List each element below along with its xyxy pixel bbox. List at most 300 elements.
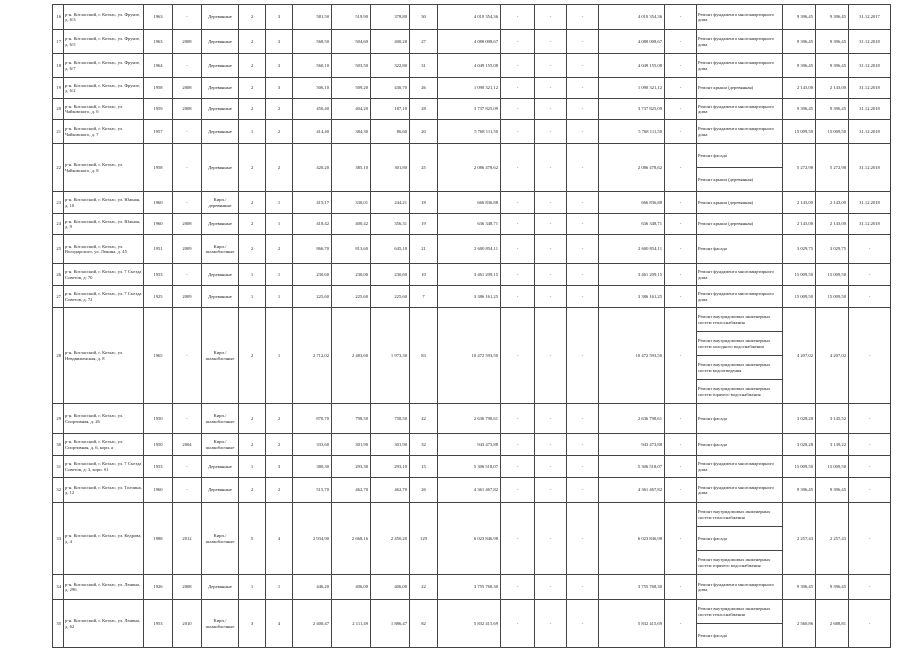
reconstruction-year: - <box>173 5 202 30</box>
table-row <box>53 478 891 503</box>
max-unit-cost: 2 143,00 <box>816 214 849 235</box>
repair-work-type: Ремонт фундамента многоквартирного дома <box>697 120 783 144</box>
entrances-count: 2 <box>266 478 293 503</box>
reconstruction-year: 2008 <box>173 99 202 120</box>
document-sheet <box>52 4 880 648</box>
funding-2: - <box>535 30 567 54</box>
total-cost: 3 461 209,15 <box>438 264 501 286</box>
total-cost: 5 768 111,50 <box>438 120 501 144</box>
total-cost: 943 473,88 <box>438 434 501 456</box>
funding-3: - <box>567 192 599 214</box>
total-area: 866,70 <box>293 235 332 264</box>
total-area: 418,42 <box>293 214 332 235</box>
house-address: р-н. Котласский, г. Котлас, ул. Невдвиженская, д. 8 <box>64 308 144 404</box>
planned-date: - <box>849 456 891 478</box>
funding-1: - <box>501 144 535 192</box>
funding-1: - <box>501 214 535 235</box>
entrances-count: 2 <box>266 404 293 434</box>
total-area: 450,40 <box>293 99 332 120</box>
residents-count: 32 <box>410 434 438 456</box>
funding-1: - <box>501 503 535 575</box>
build-year: 1926 <box>144 575 173 600</box>
residential-area: 230,60 <box>371 264 410 286</box>
funding-2: - <box>535 308 567 404</box>
table-row <box>53 78 891 99</box>
reconstruction-year: 2008 <box>173 214 202 235</box>
residential-area: 400,20 <box>371 30 410 54</box>
funding-3: - <box>567 78 599 99</box>
max-unit-cost: 9 396,45 <box>816 30 849 54</box>
funding-1: - <box>501 264 535 286</box>
funding-3: - <box>567 235 599 264</box>
planned-date: - <box>849 308 891 404</box>
house-address: р-н. Котласский, г. Котлас, ул. Кедрова, д. 4 <box>64 503 144 575</box>
owner-funds: 3 386 161,25 <box>599 286 665 308</box>
residents-count: 129 <box>410 503 438 575</box>
funding-2: - <box>535 286 567 308</box>
max-unit-cost: 15 009,50 <box>816 264 849 286</box>
planned-date: 31.12.2018 <box>849 54 891 78</box>
build-year: 1957 <box>144 120 173 144</box>
entrances-count: 1 <box>266 575 293 600</box>
planned-date: - <box>849 503 891 575</box>
unit-cost: 9 396,45 <box>783 575 816 600</box>
capital-repair-table <box>52 4 891 648</box>
unit-cost: 2 143,00 <box>783 78 816 99</box>
table-row <box>53 503 891 527</box>
repair-work-type: Ремонт фундамента многоквартирного дома <box>697 456 783 478</box>
repair-work-type: Ремонт крыши (деревянная) <box>697 214 783 235</box>
planned-date: - <box>849 264 891 286</box>
reconstruction-year: - <box>173 308 202 404</box>
max-unit-cost: 5 272,98 <box>816 144 849 192</box>
table-row <box>53 434 891 456</box>
max-unit-cost: 15 009,50 <box>816 456 849 478</box>
funding-3: - <box>567 99 599 120</box>
entrances-count: 1 <box>266 192 293 214</box>
house-address: р-н. Котласский, г. Котлас, ул. Ленина, д. 296 <box>64 575 144 600</box>
max-unit-cost: 9 396,45 <box>816 575 849 600</box>
funding-3: - <box>567 5 599 30</box>
total-area: 420,20 <box>293 144 332 192</box>
funding-2: - <box>535 54 567 78</box>
living-area: 503,50 <box>332 54 371 78</box>
house-address: р-н. Котласский, г. Котлас, ул. Южная, д. 9 <box>64 214 144 235</box>
funding-1: - <box>501 54 535 78</box>
repair-work-type: Ремонт внутридомовых инженерных систем горячего водоснабжения <box>697 380 783 404</box>
total-area: 446,20 <box>293 575 332 600</box>
reconstruction-year: 2008 <box>173 78 202 99</box>
funding-3: - <box>567 308 599 404</box>
reconstruction-year: - <box>173 478 202 503</box>
funding-5: - <box>665 264 697 286</box>
owner-funds: 4 361 467,82 <box>599 478 665 503</box>
living-area: 504,60 <box>332 30 371 54</box>
owner-funds: 943 473,88 <box>599 434 665 456</box>
owner-funds: 5 306 518,07 <box>599 456 665 478</box>
wall-material: Деревянные <box>202 286 239 308</box>
wall-material: Кирп./шлакоблочные <box>202 235 239 264</box>
total-cost: 4 049 155,08 <box>438 54 501 78</box>
funding-3: - <box>567 120 599 144</box>
entrances-count: 4 <box>266 600 293 648</box>
house-address: р-н. Котласский, г. Котлас, ул. Володарского, ул. Ленина, д. 45 <box>64 235 144 264</box>
row-number: 24 <box>53 214 64 235</box>
unit-cost: 5 272,98 <box>783 144 816 192</box>
reconstruction-year: 2010 <box>173 600 202 648</box>
wall-material: Деревянные <box>202 99 239 120</box>
owner-funds: 3 755 768,30 <box>599 575 665 600</box>
house-address: р-н. Котласский, г. Котлас, ул. Фрунзе, д. 6/3 <box>64 5 144 30</box>
row-number: 22 <box>53 144 64 192</box>
owner-funds: 1 090 321,12 <box>599 78 665 99</box>
funding-1: - <box>501 404 535 434</box>
planned-date: - <box>849 600 891 648</box>
total-area: 581,50 <box>293 5 332 30</box>
living-area: 406,00 <box>332 575 371 600</box>
build-year: 1959 <box>144 99 173 120</box>
total-cost: 2 086 478,62 <box>438 144 501 192</box>
funding-2: - <box>535 600 567 648</box>
floors-count: 1 <box>239 264 266 286</box>
table-row <box>53 575 891 600</box>
planned-date: 31.12.2018 <box>849 144 891 192</box>
reconstruction-year: 2012 <box>173 503 202 575</box>
build-year: 1965 <box>144 308 173 404</box>
repair-work-type: Ремонт фасада <box>697 624 783 648</box>
residents-count: 7 <box>410 286 438 308</box>
residents-count: 20 <box>410 120 438 144</box>
total-area: 2 400,47 <box>293 600 332 648</box>
max-unit-cost: 2 143,00 <box>816 78 849 99</box>
total-area: 2 712,02 <box>293 308 332 404</box>
wall-material: Деревянные <box>202 456 239 478</box>
max-unit-cost: 3 029,75 <box>816 235 849 264</box>
row-number: 31 <box>53 456 64 478</box>
funding-3: - <box>567 54 599 78</box>
unit-cost: 2 560,86 <box>783 600 816 648</box>
repair-work-type: Ремонт крыши (деревянная) <box>697 192 783 214</box>
funding-5: - <box>665 5 697 30</box>
max-unit-cost: 9 396,45 <box>816 54 849 78</box>
repair-work-type: Ремонт фундамента многоквартирного дома <box>697 54 783 78</box>
reconstruction-year: - <box>173 54 202 78</box>
wall-material: Деревянные <box>202 54 239 78</box>
wall-material: Кирп./деревянные <box>202 192 239 214</box>
max-unit-cost: 9 396,45 <box>816 5 849 30</box>
reconstruction-year: - <box>173 192 202 214</box>
repair-work-type: Ремонт внутридомовых инженерных систем теплоснабжения <box>697 308 783 332</box>
funding-3: - <box>567 456 599 478</box>
row-number: 33 <box>53 503 64 575</box>
owner-funds: 4 080 008,67 <box>599 30 665 54</box>
residential-area: 356,31 <box>371 214 410 235</box>
unit-cost: 2 257,43 <box>783 503 816 575</box>
repair-work-type: Ремонт внутридомовых инженерных систем водоотведения <box>697 356 783 380</box>
row-number: 21 <box>53 120 64 144</box>
table-row <box>53 144 891 168</box>
repair-work-type: Ремонт фундамента многоквартирного дома <box>697 575 783 600</box>
reconstruction-year: 2004 <box>173 434 202 456</box>
funding-1: - <box>501 308 535 404</box>
build-year: 1988 <box>144 503 173 575</box>
owner-funds: 5 768 111,50 <box>599 120 665 144</box>
max-unit-cost: 9 396,45 <box>816 478 849 503</box>
residential-area: 1 886,47 <box>371 600 410 648</box>
owner-funds: 3 461 209,15 <box>599 264 665 286</box>
total-cost: 5 306 518,07 <box>438 456 501 478</box>
total-cost: 3 737 825,09 <box>438 99 501 120</box>
table-row <box>53 235 891 264</box>
max-unit-cost: 4 207,02 <box>816 308 849 404</box>
build-year: 1950 <box>144 434 173 456</box>
unit-cost: 15 009,50 <box>783 120 816 144</box>
living-area: 798,50 <box>332 404 371 434</box>
repair-work-type: Ремонт крыши (деревянная) <box>697 78 783 99</box>
residential-area: 244,21 <box>371 192 410 214</box>
residents-count: 83 <box>410 308 438 404</box>
funding-3: - <box>567 144 599 192</box>
planned-date: 31.12.2018 <box>849 120 891 144</box>
row-number: 27 <box>53 286 64 308</box>
house-address: р-н. Котласский, г. Котлас, ул. Чайковского, д. 6 <box>64 99 144 120</box>
residential-area: 406,00 <box>371 575 410 600</box>
row-number: 16 <box>53 5 64 30</box>
funding-2: - <box>535 456 567 478</box>
funding-5: - <box>665 308 697 404</box>
living-area: 225,60 <box>332 286 371 308</box>
wall-material: Деревянные <box>202 30 239 54</box>
funding-2: - <box>535 235 567 264</box>
residential-area: 2 450,20 <box>371 503 410 575</box>
repair-work-type: Ремонт фундамента многоквартирного дома <box>697 478 783 503</box>
row-number: 18 <box>53 54 64 78</box>
table-row <box>53 54 891 78</box>
funding-5: - <box>665 456 697 478</box>
total-cost: 10 472 593,50 <box>438 308 501 404</box>
house-address: р-н. Котласский, г. Котлас, ул. 7 Съезда Советов, д. 3, корп. б1 <box>64 456 144 478</box>
reconstruction-year: - <box>173 404 202 434</box>
residential-area: 645,10 <box>371 235 410 264</box>
funding-1: - <box>501 478 535 503</box>
planned-date: 31.12.2018 <box>849 214 891 235</box>
build-year: 1953 <box>144 600 173 648</box>
funding-3: - <box>567 434 599 456</box>
funding-2: - <box>535 78 567 99</box>
living-area: 293,30 <box>332 456 371 478</box>
unit-cost: 9 396,45 <box>783 30 816 54</box>
row-number: 26 <box>53 264 64 286</box>
funding-1: - <box>501 5 535 30</box>
entrances-count: 2 <box>266 144 293 192</box>
funding-2: - <box>535 404 567 434</box>
total-area: 2 934,90 <box>293 503 332 575</box>
floors-count: 2 <box>239 478 266 503</box>
planned-date: - <box>849 404 891 434</box>
living-area: 509,20 <box>332 78 371 99</box>
funding-1: - <box>501 192 535 214</box>
total-cost: 4 080 008,67 <box>438 30 501 54</box>
funding-1: - <box>501 235 535 264</box>
entrances-count: 2 <box>266 99 293 120</box>
row-number: 23 <box>53 192 64 214</box>
living-area: 2 483,60 <box>332 308 371 404</box>
house-address: р-н. Котласский, г. Котлас, ул. Толчина, д. 12 <box>64 478 144 503</box>
total-area: 560,10 <box>293 54 332 78</box>
reconstruction-year: 2009 <box>173 286 202 308</box>
funding-2: - <box>535 503 567 575</box>
repair-work-type: Ремонт фундамента многоквартирного дома <box>697 30 783 54</box>
living-area: 400,42 <box>332 214 371 235</box>
house-address: р-н. Котласский, г. Котлас, ул. Фрунзе, д. 6/2 <box>64 78 144 99</box>
owner-funds: 2 600 854,11 <box>599 235 665 264</box>
funding-2: - <box>535 192 567 214</box>
entrances-count: 4 <box>266 503 293 575</box>
build-year: 1964 <box>144 54 173 78</box>
reconstruction-year: 2008 <box>173 575 202 600</box>
total-area: 415,17 <box>293 192 332 214</box>
build-year: 1951 <box>144 235 173 264</box>
planned-date: 31.12.2018 <box>849 99 891 120</box>
floors-count: 1 <box>239 286 266 308</box>
wall-material: Деревянные <box>202 5 239 30</box>
residents-count: 18 <box>410 192 438 214</box>
wall-material: Деревянные <box>202 120 239 144</box>
wall-material: Кирп./шлакоблочные <box>202 404 239 434</box>
owner-funds: 4 049 155,08 <box>599 54 665 78</box>
build-year: 1960 <box>144 214 173 235</box>
residential-area: 225,60 <box>371 286 410 308</box>
entrances-count: 2 <box>266 120 293 144</box>
table-row <box>53 308 891 332</box>
owner-funds: 4 010 354,36 <box>599 5 665 30</box>
living-area: 404,20 <box>332 99 371 120</box>
total-cost: 4 010 354,36 <box>438 5 501 30</box>
reconstruction-year: - <box>173 144 202 192</box>
wall-material: Деревянные <box>202 264 239 286</box>
repair-work-type: Ремонт крыши (деревянная) <box>697 168 783 192</box>
reconstruction-year: 2009 <box>173 235 202 264</box>
max-unit-cost: 2 143,00 <box>816 192 849 214</box>
repair-work-type: Ремонт внутридомовых инженерных систем теплоснабжения <box>697 600 783 624</box>
repair-work-type: Ремонт фасада <box>697 235 783 264</box>
funding-5: - <box>665 286 697 308</box>
total-area: 380,30 <box>293 456 332 478</box>
table-row <box>53 30 891 54</box>
funding-1: - <box>501 600 535 648</box>
funding-3: - <box>567 30 599 54</box>
funding-2: - <box>535 478 567 503</box>
funding-3: - <box>567 600 599 648</box>
residential-area: 301,90 <box>371 434 410 456</box>
house-address: р-н. Котласский, г. Котлас, ул. Фрунзе, д. 6/7 <box>64 54 144 78</box>
table-row <box>53 456 891 478</box>
unit-cost: 2 143,00 <box>783 214 816 235</box>
residents-count: 42 <box>410 404 438 434</box>
table-row <box>53 192 891 214</box>
table-row <box>53 404 891 434</box>
residents-count: 31 <box>410 54 438 78</box>
repair-work-type: Ремонт внутридомовых инженерных систем теплоснабжения <box>697 503 783 527</box>
unit-cost: 15 009,50 <box>783 456 816 478</box>
funding-3: - <box>567 286 599 308</box>
funding-5: - <box>665 78 697 99</box>
planned-date: - <box>849 478 891 503</box>
floors-count: 1 <box>239 575 266 600</box>
floors-count: 2 <box>239 54 266 78</box>
total-area: 568,50 <box>293 30 332 54</box>
unit-cost: 9 396,45 <box>783 478 816 503</box>
floors-count: 1 <box>239 120 266 144</box>
floors-count: 5 <box>239 503 266 575</box>
house-address: р-н. Котласский, г. Котлас, ул. 7 Съезда Советов, д. 72 <box>64 286 144 308</box>
entrances-count: 1 <box>266 308 293 404</box>
repair-work-type: Ремонт фасада <box>697 527 783 551</box>
table-row <box>53 120 891 144</box>
repair-work-type: Ремонт фундамента многоквартирного дома <box>697 264 783 286</box>
residents-count: 21 <box>410 235 438 264</box>
floors-count: 2 <box>239 30 266 54</box>
house-address: р-н. Котласский, г. Котлас, ул. Фрунзе, д. 6/5 <box>64 30 144 54</box>
residents-count: 10 <box>410 264 438 286</box>
funding-5: - <box>665 192 697 214</box>
residential-area: 758,50 <box>371 404 410 434</box>
build-year: 1958 <box>144 78 173 99</box>
funding-3: - <box>567 575 599 600</box>
entrances-count: 1 <box>266 286 293 308</box>
funding-3: - <box>567 503 599 575</box>
residential-area: 322,80 <box>371 54 410 78</box>
residential-area: 86,60 <box>371 120 410 144</box>
total-cost: 6 023 846,98 <box>438 503 501 575</box>
owner-funds: 6 023 846,98 <box>599 503 665 575</box>
unit-cost: 15 009,50 <box>783 264 816 286</box>
total-cost: 4 361 467,82 <box>438 478 501 503</box>
owner-funds: 636 348,71 <box>599 214 665 235</box>
build-year: 1960 <box>144 192 173 214</box>
residential-area: 301,80 <box>371 144 410 192</box>
unit-cost: 3 029,75 <box>783 235 816 264</box>
total-cost: 3 386 161,25 <box>438 286 501 308</box>
house-address: р-н. Котласский, г. Котлас, ул. 7 Съезда Советов, д. 70 <box>64 264 144 286</box>
wall-material: Деревянные <box>202 144 239 192</box>
build-year: 1963 <box>144 5 173 30</box>
owner-funds: 2 086 478,62 <box>599 144 665 192</box>
funding-5: - <box>665 478 697 503</box>
unit-cost: 4 207,02 <box>783 308 816 404</box>
residents-count: 26 <box>410 478 438 503</box>
house-address: р-н. Котласский, г. Котлас, ул. Чайковского, д. 8 <box>64 144 144 192</box>
funding-5: - <box>665 235 697 264</box>
residents-count: 82 <box>410 600 438 648</box>
table-row <box>53 264 891 286</box>
wall-material: Кирп./шлакоблочные <box>202 600 239 648</box>
max-unit-cost: 2 257,43 <box>816 503 849 575</box>
owner-funds: 10 472 593,50 <box>599 308 665 404</box>
residents-count: 26 <box>410 78 438 99</box>
planned-date: 31.12.2018 <box>849 78 891 99</box>
funding-5: - <box>665 503 697 575</box>
living-area: 230,00 <box>332 264 371 286</box>
funding-5: - <box>665 144 697 192</box>
living-area: 2 668,16 <box>332 503 371 575</box>
funding-1: - <box>501 30 535 54</box>
floors-count: 2 <box>239 99 266 120</box>
owner-funds: 2 636 798,61 <box>599 404 665 434</box>
residential-area: 1 973,30 <box>371 308 410 404</box>
funding-2: - <box>535 214 567 235</box>
wall-material: Деревянные <box>202 78 239 99</box>
